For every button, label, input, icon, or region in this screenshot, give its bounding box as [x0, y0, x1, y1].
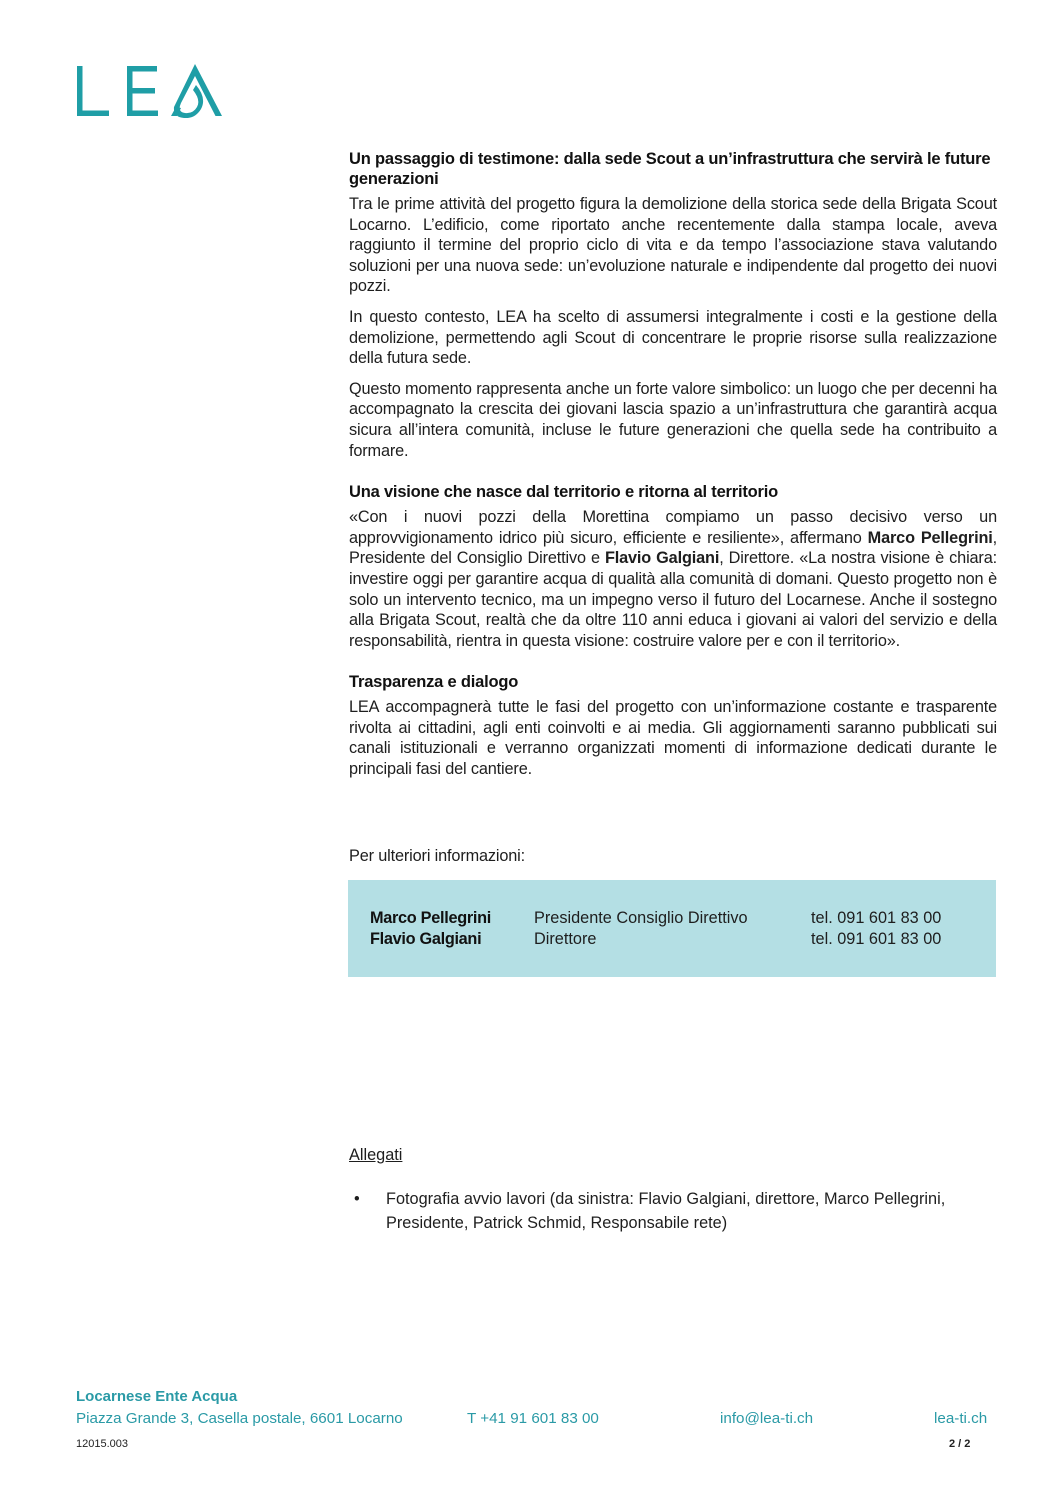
contact-role: Presidente Consiglio Direttivo	[534, 909, 748, 927]
main-content	[349, 149, 997, 790]
footer-email[interactable]: info@lea-ti.ch	[720, 1410, 814, 1427]
contact-role: Direttore	[534, 930, 597, 948]
footer-org-name: Locarnese Ente Acqua	[76, 1388, 238, 1405]
contact-phone: tel. 091 601 83 00	[811, 930, 942, 948]
quote-paragraph	[349, 507, 997, 651]
attachments-title: Allegati	[349, 1146, 403, 1164]
paragraph: Tra le prime attività del progetto figura la demolizione della storica sede della Brigata Scout Locarno. L’edificio, come riportato anche recentemente dalla stampa locale, aveva raggiunto il termine del proprio ciclo di vita e da tempo l’associazione stava valutando soluzioni per una nuova sede: un’evoluzione naturale e indipendente dal progetto dei nuovi pozzi.	[349, 195, 997, 296]
section-transparency	[349, 672, 997, 779]
section-heading: Trasparenza e dialogo	[349, 673, 519, 692]
contact-phone: tel. 091 601 83 00	[811, 909, 942, 927]
quote-text: , Direttore. «La nostra visione è chiara: investire oggi per garantire acqua di qualità alla comunità di domani. Questo progetto non è solo un intervento tecnico, ma un impegno verso il futuro del Locarnese. Anche il sostegno alla Brigata Scout, realtà che da oltre 110 anni educa i giovani ai valori del servizio e della responsabilità, rientra in questa visione: costruire valore per e con il territorio».	[349, 549, 997, 650]
contact-name: Flavio Galgiani	[370, 930, 482, 948]
more-info-label: Per ulteriori informazioni:	[349, 847, 526, 865]
contact-box	[348, 880, 996, 977]
footer-phone: T +41 91 601 83 00	[467, 1410, 599, 1427]
paragraph: In questo contesto, LEA ha scelto di assumersi integralmente i costi e la gestione della demolizione, permettendo agli Scout di concentrare le proprie risorse sulla realizzazione della futura sede.	[349, 307, 997, 368]
section-scout	[349, 149, 997, 461]
attachment-item	[349, 1188, 949, 1235]
footer-website[interactable]: lea-ti.ch	[934, 1410, 988, 1427]
lea-logo	[77, 64, 227, 118]
quote-text: «Con i nuovi pozzi della Morettina compiamo un passo decisivo verso un approvvigionamento idrico più sicuro, efficiente e resiliente», affermano	[349, 508, 997, 547]
paragraph: Questo momento rappresenta anche un forte valore simbolico: un luogo che per decenni ha accompagnato la crescita dei giovani lascia spazio a un’infrastruttura che garantirà acqua sicura all’intera comunità, incluse le future generazioni che quella sede ha contribuito a formare.	[349, 379, 997, 460]
footer-address: Piazza Grande 3, Casella postale, 6601 Locarno	[76, 1410, 403, 1427]
quote-text: , Presidente del Consiglio Direttivo e	[349, 528, 997, 568]
section-vision	[349, 482, 997, 651]
attachments-list	[349, 1188, 949, 1235]
contact-name: Marco Pellegrini	[370, 909, 491, 927]
quote-name: Flavio Galgiani	[604, 549, 720, 568]
quote-name: Marco Pellegrini	[867, 528, 993, 547]
bullet-icon: •	[354, 1190, 360, 1208]
section-heading: Un passaggio di testimone: dalla sede Scout a un’infrastruttura che servirà le future generazioni	[349, 150, 991, 188]
paragraph: LEA accompagnerà tutte le fasi del progetto con un’informazione costante e trasparente rivolta ai cittadini, agli enti coinvolti e ai media. Gli aggiornamenti saranno pubblicati sui canali istituzionali e verranno organizzati momenti di informazione dedicati durante le principali fasi del cantiere.	[349, 698, 997, 779]
page-number: 2 / 2	[949, 1438, 971, 1450]
attachment-text: Fotografia avvio lavori (da sinistra: Flavio Galgiani, direttore, Marco Pellegrini, Presidente, Patrick Schmid, Responsabile rete)	[386, 1190, 946, 1232]
section-heading: Una visione che nasce dal territorio e ritorna al territorio	[349, 483, 779, 502]
document-reference: 12015.003	[76, 1438, 128, 1450]
